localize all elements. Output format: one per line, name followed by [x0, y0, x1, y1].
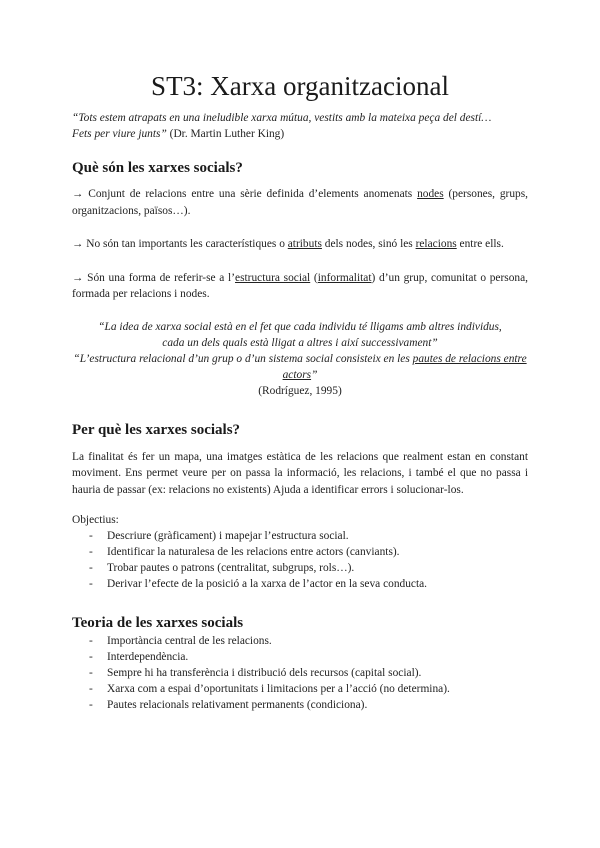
text-segment: ”: [311, 368, 318, 381]
section-heading-que-son: Què són les xarxes socials?: [72, 160, 243, 176]
underlined-term-relacions: relacions: [415, 238, 457, 250]
text-segment: → No són tan importants les característiques o: [72, 238, 288, 250]
quote-source: (Rodríguez, 1995): [258, 384, 342, 397]
list-item: [72, 697, 528, 713]
list-item: [72, 633, 528, 649]
quote1-line2: cada un dels quals està lligat a altres i així successivament”: [162, 336, 438, 349]
page-title: ST3: Xarxa organitzacional: [151, 71, 449, 101]
list-item: [72, 576, 528, 592]
list-item-text: Interdependència.: [107, 651, 189, 663]
paragraph-conjunt: [72, 186, 528, 219]
quote1-line1: “La idea de xarxa social està en el fet que cada individu té lligams amb altres individus,: [98, 320, 502, 333]
quote2: [72, 351, 528, 383]
objectius-label: Objectius:: [72, 514, 119, 526]
list-item: [72, 665, 528, 681]
teoria-list: [72, 633, 528, 713]
paragraph-atributs: [72, 236, 528, 253]
list-item-text: Descriure (gràficament) i mapejar l’estructura social.: [107, 530, 349, 542]
epigraph: [72, 110, 528, 142]
list-item-text: Xarxa com a espai d’oportunitats i limitacions per a l’acció (no determina).: [107, 683, 450, 695]
dash-bullet: -: [89, 530, 93, 542]
dash-bullet: -: [89, 699, 93, 711]
paragraph-finalitat: La finalitat és fer un mapa, una imatges estàtica de les relacions que realment estan en constant moviment. Ens permet veure per on passa la informació, les relacions, i també el que no passa i hauria de passar (ex: relacions no existents) Ajuda a identificar errors i solucionar-los.: [72, 450, 528, 496]
text-segment: “L’estructura relacional d’un grup o d’un sistema social consisteix en les: [73, 352, 413, 365]
quote-block: [72, 319, 528, 399]
text-segment: (persones, grups, organitzacions, països…).: [72, 188, 528, 217]
list-item-text: Sempre hi ha transferència i distribució dels recursos (capital social).: [107, 667, 422, 679]
document-page: [72, 70, 528, 713]
text-segment: → Són una forma de referir-se a l’: [72, 271, 236, 284]
list-item: [72, 544, 528, 560]
text-segment: entre ells.: [456, 238, 504, 250]
epigraph-quote-line1: “Tots estem atrapats en una ineludible xarxa mútua, vestits amb la mateixa peça del destí…: [72, 112, 492, 124]
epigraph-quote-line2: Fets per viure junts”: [72, 128, 167, 140]
objectius-list: [72, 528, 528, 592]
text-segment: (: [310, 271, 318, 284]
underlined-term-informalitat: informalitat: [317, 271, 372, 284]
epigraph-author: (Dr. Martin Luther King): [166, 128, 285, 140]
dash-bullet: -: [89, 578, 93, 590]
list-item-text: Trobar pautes o patrons (centralitat, subgrups, rols…).: [107, 562, 355, 574]
underlined-term-estructura-social: estructura social: [235, 271, 311, 284]
text-segment: dels nodes, sinó les: [321, 238, 416, 250]
list-item: [72, 681, 528, 697]
list-item: [72, 649, 528, 665]
dash-bullet: -: [89, 651, 93, 663]
underlined-term-nodes: nodes: [417, 188, 444, 200]
text-segment: → Conjunt de relacions entre una sèrie definida d’elements anomenats: [72, 188, 418, 200]
list-item: [72, 528, 528, 544]
list-item: [72, 560, 528, 576]
section-heading-per-que: Per què les xarxes socials?: [72, 421, 241, 438]
dash-bullet: -: [89, 562, 93, 574]
paragraph-estructura: [72, 270, 528, 303]
list-item-text: Pautes relacionals relativament permanents (condiciona).: [107, 699, 368, 711]
list-item-text: Identificar la naturalesa de les relacions entre actors (canviants).: [107, 546, 400, 558]
dash-bullet: -: [89, 667, 93, 679]
list-item-text: Importància central de les relacions.: [107, 635, 272, 647]
dash-bullet: -: [89, 683, 93, 695]
dash-bullet: -: [89, 635, 93, 647]
underlined-term-atributs: atributs: [287, 238, 322, 250]
dash-bullet: -: [89, 546, 93, 558]
text-segment: ) d’un grup, comunitat o persona, formada per relacions i nodes.: [72, 271, 528, 300]
section-heading-teoria: Teoria de les xarxes socials: [72, 615, 244, 631]
list-item-text: Derivar l’efecte de la posició a la xarxa de l’actor en la seva conducta.: [107, 578, 428, 590]
underlined-term-pautes: pautes de relacions entre actors: [282, 352, 527, 381]
